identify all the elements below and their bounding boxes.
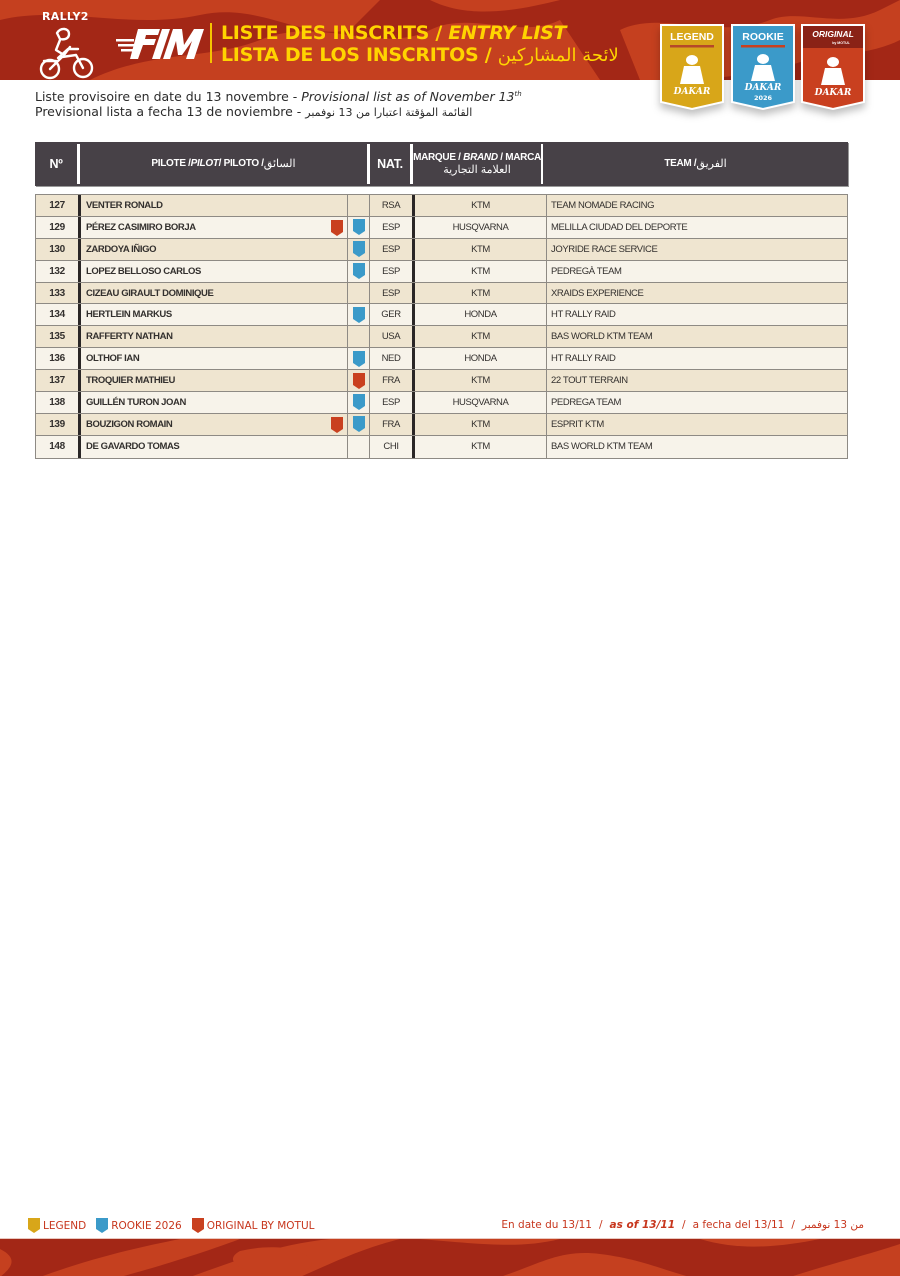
team: BAS WORLD KTM TEAM	[546, 326, 847, 347]
brand: HONDA	[464, 353, 497, 365]
pilot-name-text: OLTHOF IAN	[86, 353, 140, 365]
brand: KTM	[471, 441, 490, 453]
column-header-number	[35, 142, 77, 186]
rookie-shield-icon	[353, 351, 365, 367]
camo-pattern	[0, 1239, 900, 1276]
nationality: FRA	[369, 414, 412, 435]
brand-ar: العلامة التجارية	[443, 164, 511, 176]
subtitle-fr: Liste provisoire en date du 13 novembre -	[35, 89, 302, 104]
table-row	[36, 348, 847, 370]
brand-fr: MARQUE /	[413, 152, 464, 163]
rookie-shield-icon	[353, 263, 365, 279]
team: 22 TOUT TERRAIN	[546, 370, 847, 391]
dakar-wordmark: DAKAR	[673, 87, 711, 97]
team: PEDREGÀ TEAM	[546, 261, 847, 282]
nationality: RSA	[369, 195, 412, 216]
team: JOYRIDE RACE SERVICE	[546, 239, 847, 260]
table-row	[36, 326, 847, 348]
subtitle-line-2	[35, 104, 522, 120]
nationality: ESP	[369, 283, 412, 304]
nationality: ESP	[369, 239, 412, 260]
pilot-name	[81, 195, 347, 216]
column-header-brand	[413, 142, 541, 186]
nationality: USA	[369, 326, 412, 347]
rally2-label: RALLY2	[42, 10, 89, 23]
pilot-name	[81, 304, 347, 325]
entry-number: 127	[49, 199, 65, 211]
team: HT RALLY RAID	[546, 304, 847, 325]
status-badge-cell	[347, 414, 369, 435]
motorbike-rider-icon	[38, 25, 96, 80]
pilot-name	[81, 436, 347, 458]
team: BAS WORLD KTM TEAM	[546, 436, 847, 458]
entry-number: 129	[49, 221, 65, 233]
rookie-shield-icon	[353, 219, 365, 235]
brand: HUSQVARNA	[452, 221, 509, 233]
rookie-badge-label: ROOKIE	[742, 31, 784, 43]
pilot-name-text: GUILLÉN TURON JOAN	[86, 396, 186, 408]
team: ESPRIT KTM	[546, 414, 847, 435]
original-label: ORIGINAL BY MOTUL	[206, 1219, 315, 1232]
separator: /	[791, 1219, 795, 1231]
list-subtitle	[35, 87, 522, 120]
pilot-name-text: LOPEZ BELLOSO CARLOS	[86, 265, 201, 277]
legend-item-rookie	[96, 1218, 182, 1233]
title-line-1	[221, 22, 619, 44]
original-shield-icon	[331, 417, 343, 433]
status-badge-cell	[347, 283, 369, 304]
rookie-shield-icon	[96, 1218, 108, 1233]
subtitle-ar: القائمة المؤقتة اعتبارا من 13 نوفمبر	[305, 106, 473, 119]
team: HT RALLY RAID	[546, 348, 847, 369]
separator: /	[598, 1219, 603, 1231]
subtitle-line-1	[35, 87, 522, 104]
pilot-es: / PILOTO /	[218, 158, 264, 169]
nationality: ESP	[369, 261, 412, 282]
team: PEDREGA TEAM	[546, 392, 847, 413]
rookie-year: 2026	[753, 94, 773, 102]
pilot-name-text: VENTER RONALD	[86, 199, 163, 211]
brand: KTM	[471, 418, 490, 430]
entry-number: 135	[49, 331, 65, 343]
legend-label: LEGEND	[43, 1219, 87, 1232]
table-row	[36, 370, 847, 392]
pilot-name	[81, 370, 347, 391]
title-ar: لائحة المشاركين	[497, 45, 619, 66]
pilot-fr: PILOTE /	[151, 158, 191, 169]
column-number-label: Nº	[49, 157, 63, 171]
pilot-name	[81, 239, 347, 260]
rookie-shield-icon	[353, 241, 365, 257]
table-row	[36, 414, 847, 436]
pilot-name	[81, 414, 347, 435]
category-badges	[660, 24, 870, 124]
pilot-ar: السائق	[263, 158, 296, 170]
table-row	[36, 239, 847, 261]
status-badge-cell	[347, 195, 369, 216]
pilot-name	[81, 283, 347, 304]
title-fr: LISTE DES INSCRITS /	[221, 22, 449, 44]
footer-legend	[28, 1218, 325, 1233]
footer-banner	[0, 1238, 900, 1276]
nationality: GER	[369, 304, 412, 325]
pilot-name-text: ZARDOYA IÑIGO	[86, 243, 157, 255]
brand: KTM	[471, 287, 490, 299]
column-header-team	[543, 142, 848, 186]
team: XRAIDS EXPERIENCE	[546, 283, 847, 304]
title-separator	[210, 23, 212, 63]
table-header	[35, 142, 848, 186]
brand-header-line-1	[413, 152, 541, 164]
rookie-label: ROOKIE 2026	[111, 1219, 182, 1232]
subtitle-en-sup: th	[514, 90, 522, 98]
motul-label: by MOTUL	[832, 41, 850, 45]
date-ar: من 13 نوفمبر	[801, 1219, 864, 1231]
table-row	[36, 195, 847, 217]
pilot-name-text: PÉREZ CASIMIRO BORJA	[86, 221, 196, 233]
status-badge-cell	[347, 217, 369, 238]
legend-item-legend	[28, 1218, 86, 1233]
entry-number: 132	[49, 265, 65, 277]
entry-number: 136	[49, 353, 65, 365]
team-en: TEAM /	[664, 158, 697, 169]
original-shield-icon	[192, 1218, 204, 1233]
pilot-name-text: HERTLEIN MARKUS	[86, 309, 172, 321]
original-shield-icon	[331, 220, 343, 236]
pilot-name-text: CIZEAU GIRAULT DOMINIQUE	[86, 287, 214, 299]
table-row	[36, 283, 847, 305]
pilot-name	[81, 392, 347, 413]
dakar-wordmark: DAKAR	[814, 88, 852, 98]
pilot-name-text: RAFFERTY NATHAN	[86, 331, 173, 343]
rookie-shield-icon	[353, 416, 365, 432]
status-badge-cell	[347, 239, 369, 260]
entry-number: 138	[49, 396, 65, 408]
date-fr: En date du 13/11	[501, 1219, 592, 1231]
brand: HUSQVARNA	[452, 396, 509, 408]
status-badge-cell	[347, 348, 369, 369]
nationality: CHI	[369, 436, 412, 458]
team-ar: الفريق	[696, 158, 727, 170]
nationality: ESP	[369, 392, 412, 413]
entry-number: 134	[49, 309, 65, 321]
entry-number: 139	[49, 418, 65, 430]
title-es: LISTA DE LOS INSCRITOS /	[221, 44, 498, 66]
status-badge-cell	[347, 392, 369, 413]
status-badge-cell	[347, 436, 369, 458]
entry-number: 133	[49, 287, 65, 299]
rookie-badge	[731, 24, 795, 110]
title-line-2	[221, 44, 619, 67]
brand: KTM	[471, 265, 490, 277]
fim-logo	[116, 25, 206, 61]
status-badge-cell	[347, 304, 369, 325]
legend-badge	[660, 24, 724, 110]
table-row	[36, 261, 847, 283]
status-badge-cell	[347, 261, 369, 282]
pilot-name	[81, 348, 347, 369]
table-row	[36, 217, 847, 239]
status-badge-cell	[347, 370, 369, 391]
entry-number: 148	[49, 441, 65, 453]
column-header-nat	[370, 142, 410, 186]
pilot-en: PILOT	[190, 158, 219, 169]
rookie-shield-icon	[353, 307, 365, 323]
status-badge-cell	[347, 326, 369, 347]
footer-date	[501, 1219, 864, 1231]
table-row	[36, 392, 847, 414]
pilot-name-text: TROQUIER MATHIEU	[86, 375, 175, 387]
title-en: ENTRY LIST	[448, 22, 567, 44]
brand: KTM	[471, 331, 490, 343]
nationality: ESP	[369, 217, 412, 238]
original-shield-icon	[353, 373, 365, 389]
team: TEAM NOMADE RACING	[546, 195, 847, 216]
pilot-name-text: BOUZIGON ROMAIN	[86, 418, 173, 430]
separator: /	[682, 1219, 686, 1231]
subtitle-es: Previsional lista a fecha 13 de noviembre -	[35, 104, 306, 119]
brand: KTM	[471, 199, 490, 211]
entry-number: 130	[49, 243, 65, 255]
legend-item-original	[192, 1218, 315, 1233]
date-en: as of 13/11	[609, 1219, 676, 1231]
table-row	[36, 436, 847, 458]
brand: HONDA	[464, 309, 497, 321]
brand: KTM	[471, 375, 490, 387]
legend-shield-icon	[28, 1218, 40, 1233]
subtitle-en: Provisional list as of November 13	[301, 89, 515, 104]
page-title	[221, 22, 619, 67]
original-badge-label: ORIGINAL	[812, 29, 854, 39]
team: MELILLA CIUDAD DEL DEPORTE	[546, 217, 847, 238]
entry-number: 137	[49, 375, 65, 387]
table-row	[36, 304, 847, 326]
column-header-pilot	[80, 142, 367, 186]
legend-badge-label: LEGEND	[670, 31, 714, 43]
brand-es: / MARCA	[497, 152, 541, 163]
entry-table	[35, 194, 848, 459]
original-badge	[801, 24, 865, 110]
pilot-name	[81, 261, 347, 282]
brand-en: BRAND	[463, 152, 498, 163]
pilot-name	[81, 217, 347, 238]
dakar-wordmark: DAKAR	[744, 83, 782, 93]
rookie-shield-icon	[353, 394, 365, 410]
pilot-name	[81, 326, 347, 347]
date-es: a fecha del 13/11	[692, 1219, 785, 1231]
nat-label: NAT.	[377, 157, 403, 171]
brand: KTM	[471, 243, 490, 255]
nationality: NED	[369, 348, 412, 369]
nationality: FRA	[369, 370, 412, 391]
pilot-name-text: DE GAVARDO TOMAS	[86, 441, 180, 453]
